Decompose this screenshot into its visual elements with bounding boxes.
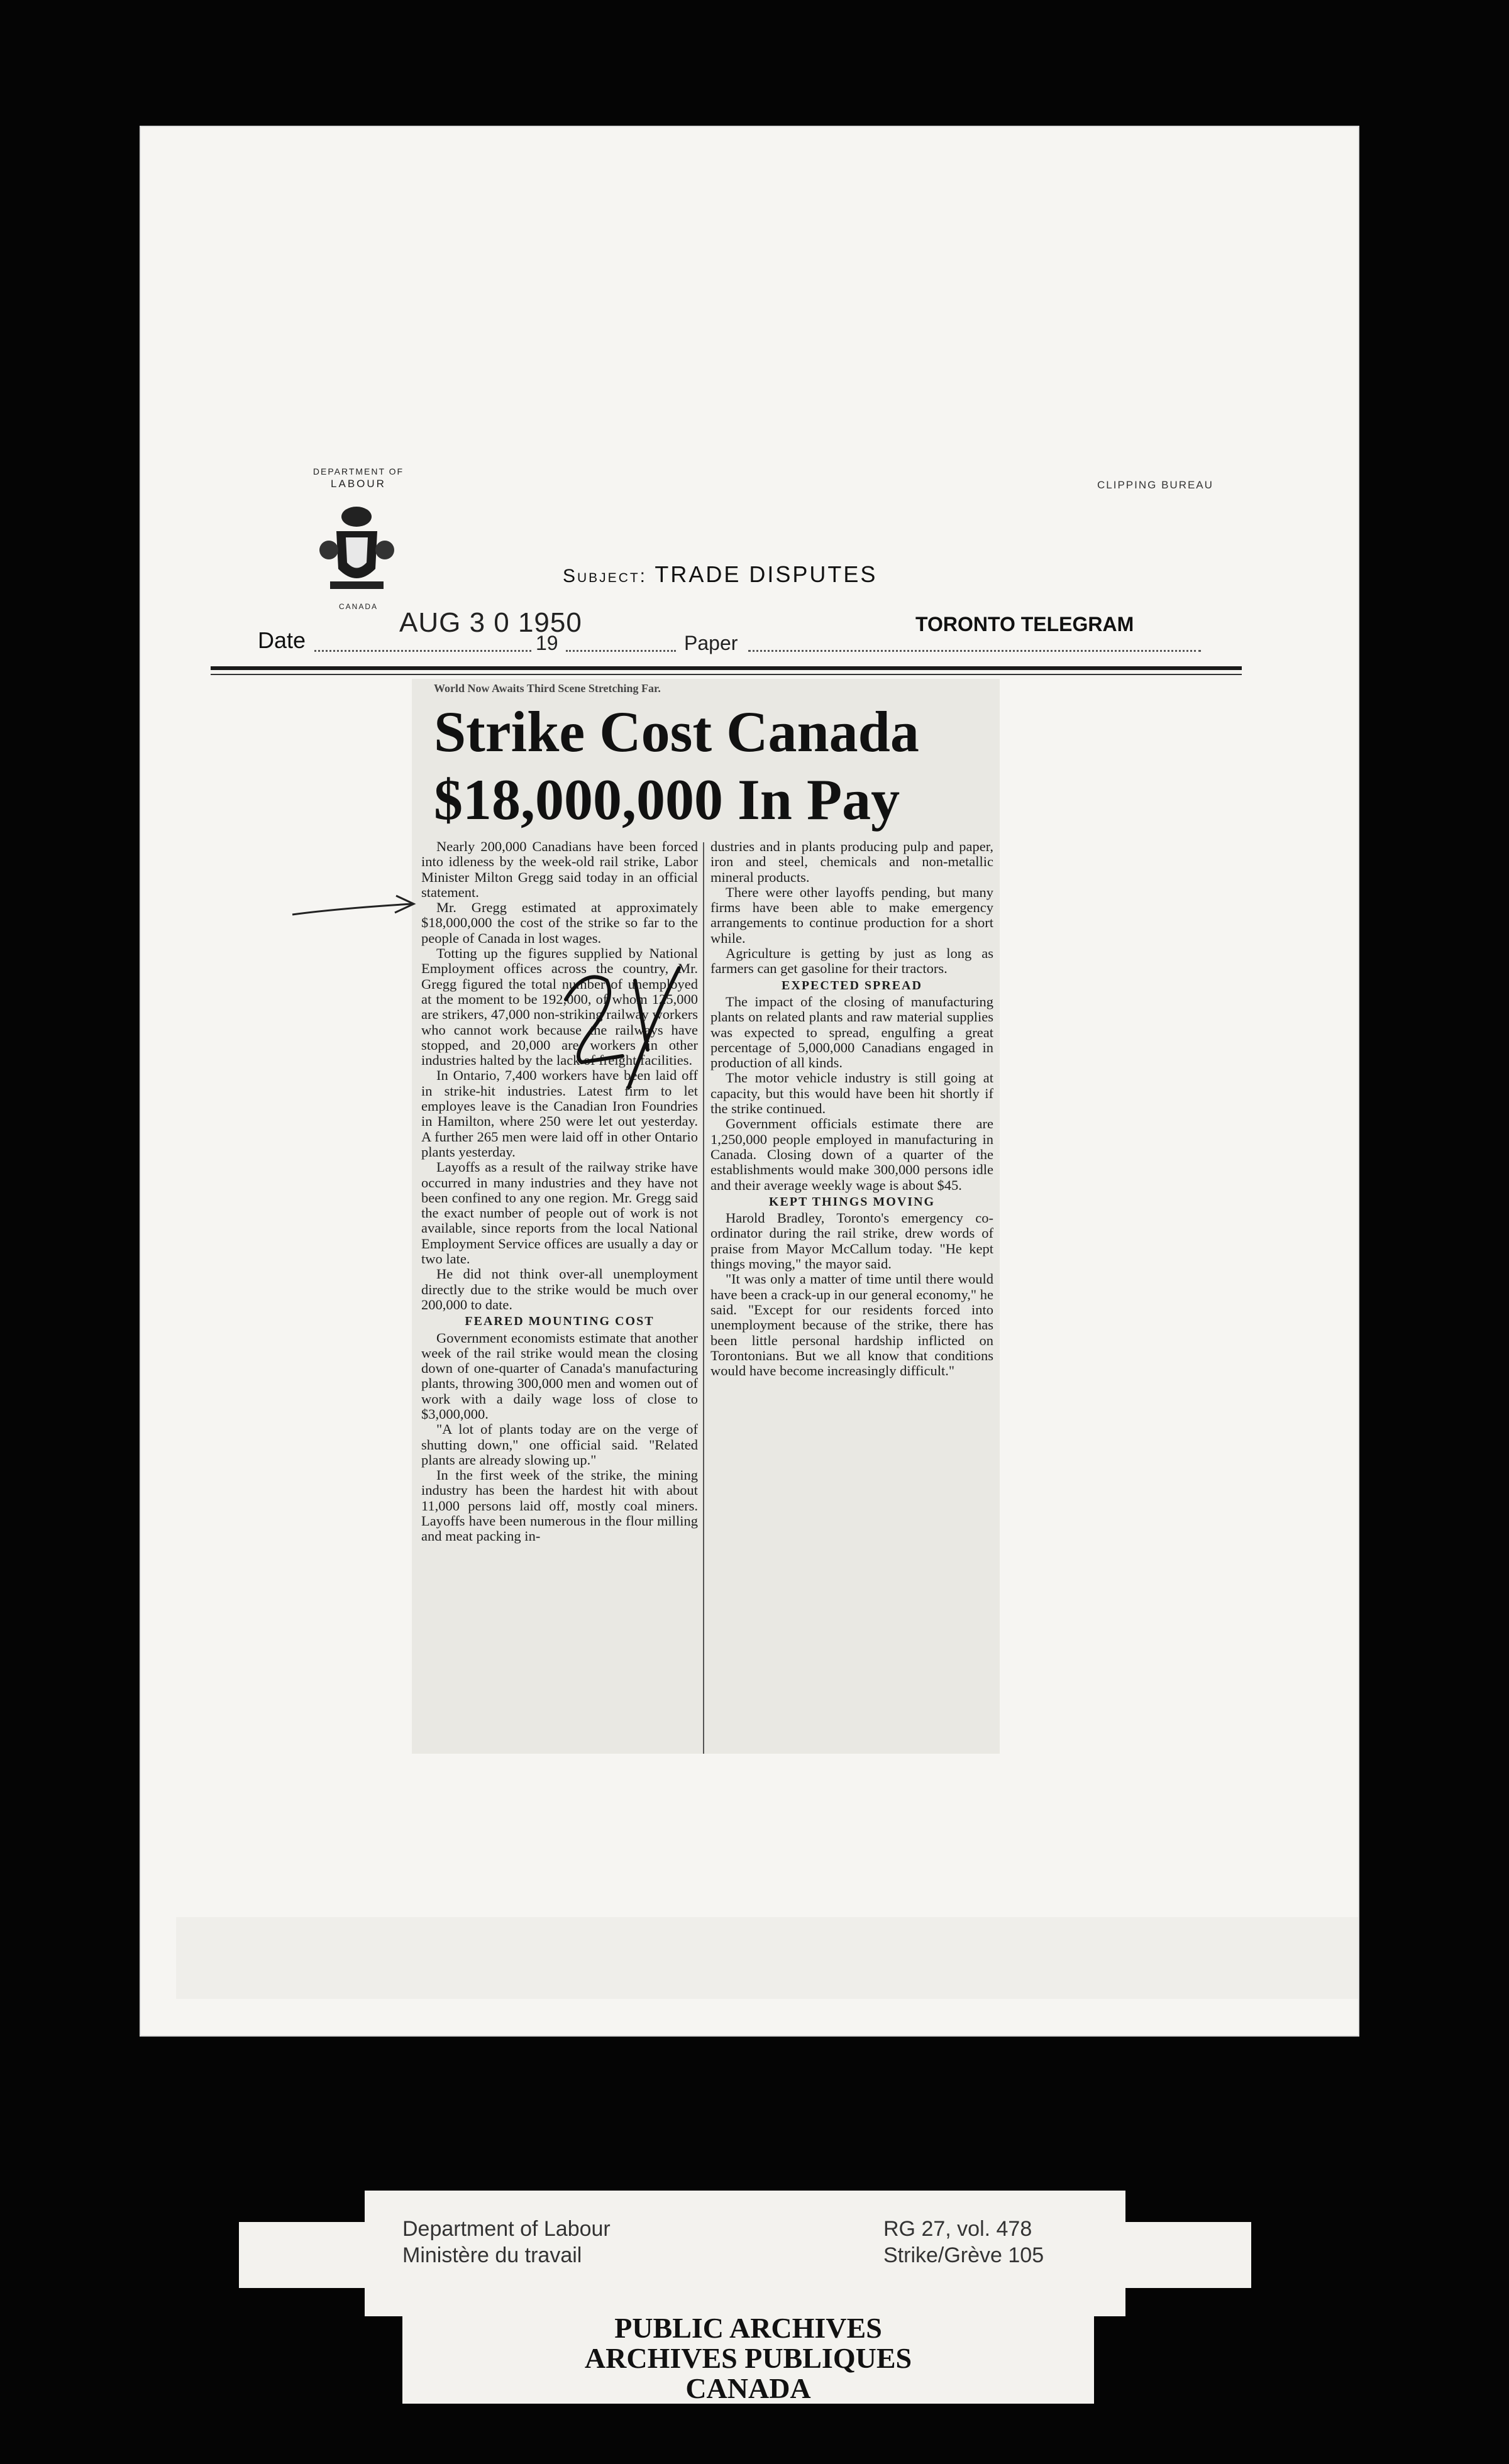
article-column-right: [710, 839, 993, 1378]
public-archives-stamp: [402, 2313, 1094, 2404]
headline-line-2: $18,000,000 In Pay: [434, 767, 900, 832]
article-paragraph: Government economists estimate that another week of the rail strike would mean the closing down of one-quarter of Canada's manufacturing plants, throwing 300,000 men and women out of work with a daily wage loss of close to $3,000,000.: [421, 1329, 698, 1422]
year-dotted-line: [566, 649, 676, 652]
article-paragraph: Totting up the figures supplied by National Employment offices across the country, Mr. Gregg figured the total number of unemployed at the moment to be 192,000, of whom 125,000 are strikers, 47,000 non-striking railway workers who cannot work because the railways have stopped, and 20,000 are workers in other industries halted by the lack of freight facilities.: [421, 945, 698, 1069]
archive-ref-line-1: RG 27, vol. 478: [883, 2217, 1032, 2241]
archive-reference-block: [883, 2216, 1044, 2269]
subject-line: [563, 561, 877, 588]
clipping-cut-strip: World Now Awaits Third Scene Stretching Far.: [434, 682, 661, 695]
header-rule: [211, 666, 1242, 670]
paper-stamp: TORONTO TELEGRAM: [915, 613, 1134, 635]
margin-arrow-icon: [289, 893, 421, 930]
handwritten-annotation: [553, 962, 717, 1100]
article-paragraph: Harold Bradley, Toronto's emergency co-ordinator during the rail strike, drew words of praise from Mayor McCallum today. "He kept things moving," the mayor said.: [710, 1210, 993, 1272]
subject-value: TRADE DISPUTES: [655, 561, 878, 587]
article-paragraph: The impact of the closing of manufacturing plants on related plants and raw material supplies was expected to spread, engulfing a great percentage of 5,000,000 Canadians engaged in production of all kinds.: [710, 993, 993, 1071]
archive-dept-block: [402, 2216, 611, 2269]
department-line-1: DEPARTMENT OF: [312, 466, 404, 476]
coat-of-arms-icon: [318, 503, 396, 597]
date-dotted-line: [314, 649, 531, 652]
label-tab-left: [239, 2222, 371, 2288]
archive-dept-fr: Ministère du travail: [402, 2243, 582, 2267]
department-line-2: LABOUR: [331, 478, 386, 490]
archive-ref-line-2: Strike/Grève 105: [883, 2243, 1044, 2267]
article-paragraph: The motor vehicle industry is still going at capacity, but this would have been hit shortly if the strike continued.: [710, 1070, 993, 1117]
archives-line-2: ARCHIVES PUBLIQUES: [584, 2342, 912, 2374]
article-headline: [434, 698, 987, 833]
article-paragraph: Nearly 200,000 Canadians have been forced into idleness by the week-old rail strike, Labor Minister Milton Gregg said today in an official statement.: [421, 839, 698, 900]
year-prefix: 19: [536, 632, 558, 654]
paper-dotted-line: [748, 649, 1201, 652]
archives-line-1: PUBLIC ARCHIVES: [614, 2312, 882, 2344]
article-paragraph: Government officials estimate there are 1,250,000 people employed in manufacturing in Canada. Closing down of a quarter of the establishments would make 300,000 persons idle and their average weekly wage is about $45.: [710, 1116, 993, 1193]
clipping-bureau-label: CLIPPING BUREAU: [1097, 479, 1213, 491]
subject-label: Subject:: [563, 566, 648, 586]
header-rule-thin: [211, 674, 1242, 675]
article-paragraph: Mr. Gregg estimated at approximately $18,000,000 the cost of the strike so far to the people of Canada in lost wages.: [421, 899, 698, 946]
article-paragraph: "A lot of plants today are on the verge of shutting down," one official said. "Related plants are already slowing up.": [421, 1421, 698, 1468]
department-heading: [296, 465, 421, 490]
paper-label: Paper: [684, 632, 738, 654]
article-paragraph: There were other layoffs pending, but many firms have been able to make emergency arrangements to continue production for a short while.: [710, 884, 993, 946]
article-subhead: EXPECTED SPREAD: [782, 978, 922, 993]
date-stamp: AUG 3 0 1950: [399, 607, 582, 638]
archive-dept-en: Department of Labour: [402, 2217, 611, 2241]
date-label: Date: [258, 627, 306, 653]
article-paragraph: "It was only a matter of time until there would have been a crack-up in our general economy," he said. "Except for our residents forced into unemployment because of the strike, there has been little personal hardship inflicted on Torontonians. But we all know that conditions would have become increasingly difficult.": [710, 1271, 993, 1379]
headline-line-1: Strike Cost Canada: [434, 700, 919, 764]
article-paragraph: In Ontario, 7,400 workers have been laid off in strike-hit industries. Latest firm to let employes leave is the Canadian Iron Foundries in Hamilton, where 250 were let out yesterday. A further 265 men were laid off in other Ontario plants yesterday.: [421, 1067, 698, 1160]
article-paragraph: In the first week of the strike, the mining industry has been the hardest hit with about 11,000 persons laid off, mostly coal miners. Layoffs have been numerous in the flour milling and meat packing in-: [421, 1467, 698, 1544]
backing-sheet: [176, 1917, 1358, 1999]
article-paragraph: dustries and in plants producing pulp and paper, iron and steel, chemicals and non-metallic mineral products.: [710, 839, 993, 885]
article-subhead: KEPT THINGS MOVING: [768, 1194, 936, 1209]
crest-label: CANADA: [338, 602, 378, 611]
archives-line-3: CANADA: [685, 2372, 811, 2404]
label-tab-right: [1119, 2222, 1251, 2288]
newspaper-clipping-tail: [412, 1565, 710, 1754]
article-column-left: [421, 839, 698, 1544]
article-paragraph: He did not think over-all unemployment directly due to the strike would be much over 200,000 to date.: [421, 1266, 698, 1312]
article-paragraph: Agriculture is getting by just as long as farmers can get gasoline for their tractors.: [710, 945, 993, 977]
article-paragraph: Layoffs as a result of the railway strike have occurred in many industries and they have not been confined to any one region. Mr. Gregg said the exact number of people out of work is not available, since reports from the local National Employment Service offices are usually a day or two late.: [421, 1159, 698, 1267]
article-subhead: FEARED MOUNTING COST: [465, 1314, 655, 1329]
